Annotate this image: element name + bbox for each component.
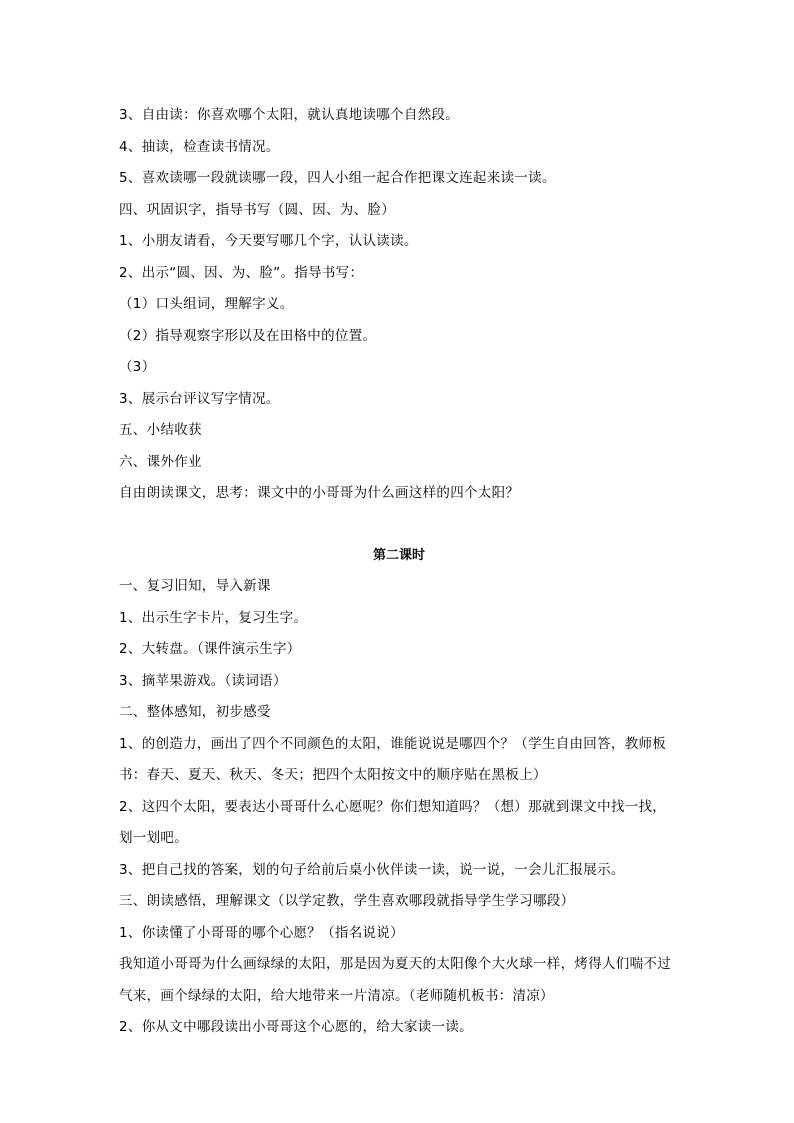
text-line: （3）	[119, 359, 156, 375]
text-line: 2、出示“圆、因、为、脸”。指导书写：	[119, 264, 364, 281]
text-line: 划一划吧。	[119, 830, 188, 846]
section-heading-line: 五、小结收获	[119, 422, 202, 438]
text-line: 1、的创造力，画出了四个不同颜色的太阳，谁能说说是哪四个？（学生自由回答，教师板	[119, 735, 667, 752]
section-heading-line: 六、课外作业	[119, 453, 202, 470]
text-line: 3、展示台评议写字情况。	[119, 390, 280, 407]
text-line: 4、抽读，检查读书情况。	[119, 138, 280, 155]
text-line: （2）指导观察字形以及在田格中的位置。	[119, 327, 377, 344]
section-heading-line: 一、复习旧知，导入新课	[119, 578, 271, 594]
text-line: 1、你读懂了小哥哥的哪个心愿？（指名说说）	[119, 924, 404, 941]
section-heading-line: 四、巩固识字，指导书写（圆、因、为、脸）	[119, 201, 395, 218]
text-line: 1、出示生字卡片，复习生字。	[119, 609, 308, 626]
text-line: 2、大转盘。（课件演示生字）	[119, 641, 301, 657]
lesson-part-1	[119, 100, 679, 510]
text-line: 书：春天、夏天、秋天、冬天；把四个太阳按文中的顺序贴在黑板上）	[119, 767, 547, 783]
text-line: 自由朗读课文，思考：课文中的小哥哥为什么画这样的四个太阳？	[119, 485, 520, 501]
text-line: 1、小朋友请看，今天要写哪几个字，认认读读。	[119, 233, 418, 249]
text-line: 2、你从文中哪段读出小哥哥这个心愿的，给大家读一读。	[119, 1019, 473, 1035]
section-heading-line: 三、朗读感悟，理解课文（以学定教，学生喜欢哪段就指导学生学习哪段）	[119, 893, 575, 909]
text-line: 2、这四个太阳，要表达小哥哥什么心愿呢？你们想知道吗？（想）那就到课文中找一找，	[119, 798, 667, 815]
text-line: 3、自由读：你喜欢哪个太阳，就认真地读哪个自然段。	[119, 107, 460, 123]
section-title: 第二课时	[372, 547, 425, 563]
text-line: 气来，画个绿绿的太阳，给大地带来一片清凉。（老师随机板书：清凉）	[119, 987, 554, 1004]
document-body	[119, 100, 679, 1044]
text-line: 我知道小哥哥为什么画绿绿的太阳，那是因为夏天的太阳像个大火球一样，烤得人们喘不过	[119, 956, 671, 972]
text-line: （1）口头组词，理解字义。	[119, 296, 294, 312]
section-heading-line: 二、整体感知，初步感受	[119, 704, 271, 720]
text-line: 5、喜欢读哪一段就读哪一段，四人小组一起合作把课文连起来读一读。	[119, 170, 556, 186]
text-line: 3、摘苹果游戏。（读词语）	[119, 672, 287, 689]
lesson-part-2	[119, 571, 679, 1044]
text-line: 3、把自己找的答案，划的句子给前后桌小伙伴读一读，说一说，一会儿汇报展示。	[119, 861, 625, 878]
